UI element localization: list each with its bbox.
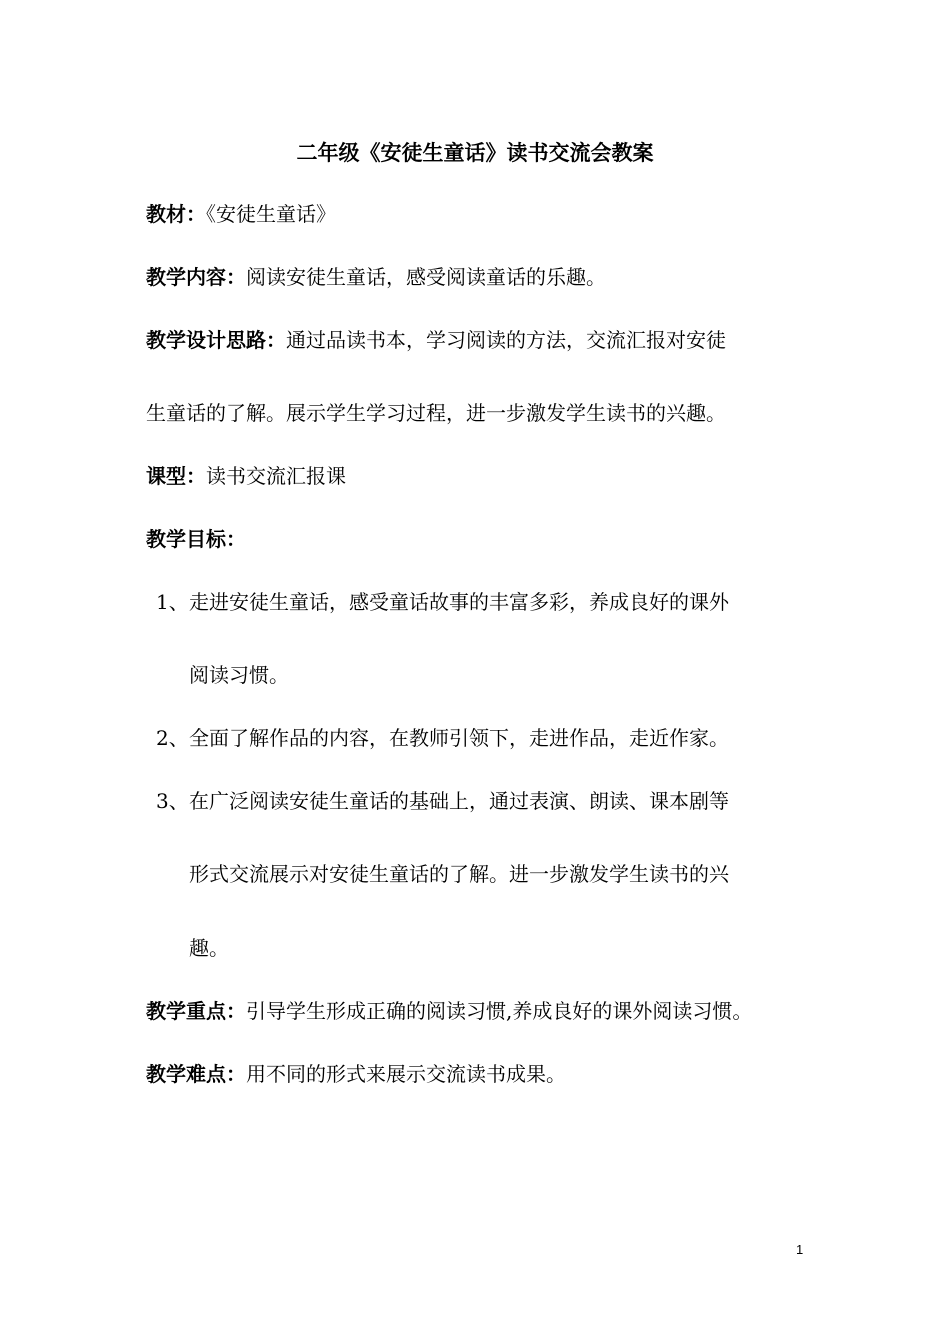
page-number: 1 (796, 1242, 804, 1257)
objective-2-number: 2、 (156, 726, 189, 750)
document-title: 二年级《安徒生童话》读书交流会教案 (296, 140, 654, 165)
objective-3-line-3: 趣。 (189, 936, 229, 960)
objective-1-number: 1、 (156, 590, 189, 614)
difficulties-value: 用不同的形式来展示交流读书成果。 (246, 1062, 566, 1086)
objectives-label: 教学目标： (146, 527, 246, 551)
objective-1-line-2: 阅读习惯。 (189, 663, 289, 687)
lesson-type-line (146, 461, 346, 491)
objectives-heading (146, 524, 246, 554)
key-points-label: 教学重点： (146, 999, 246, 1023)
content-label: 教学内容： (146, 265, 246, 289)
objective-2-line-1: 全面了解作品的内容，在教师引领下，走进作品，走近作家。 (189, 726, 729, 750)
material-line (146, 199, 336, 229)
difficulties-line (146, 1059, 566, 1089)
material-value: 《安徒生童话》 (206, 202, 336, 226)
lesson-type-value: 读书交流汇报课 (206, 464, 346, 488)
objective-3-line-1: 在广泛阅读安徒生童话的基础上，通过表演、朗读、课本剧等 (189, 789, 729, 813)
key-points-line (146, 996, 752, 1026)
lesson-type-label: 课型： (146, 464, 206, 488)
content-value: 阅读安徒生童话，感受阅读童话的乐趣。 (246, 265, 606, 289)
material-label: 教材： (146, 202, 206, 226)
difficulties-label: 教学难点： (146, 1062, 246, 1086)
key-points-value: 引导学生形成正确的阅读习惯,养成良好的课外阅读习惯。 (246, 999, 753, 1023)
design-continuation-line (146, 398, 726, 428)
content-line (146, 262, 606, 292)
objective-3-number: 3、 (156, 789, 189, 813)
design-value-line2: 生童话的了解。展示学生学习过程，进一步激发学生读书的兴趣。 (146, 401, 726, 425)
objective-3-line-2: 形式交流展示对安徒生童话的了解。进一步激发学生读书的兴 (189, 862, 729, 886)
design-value-line1: 通过品读书本，学习阅读的方法，交流汇报对安徒 (286, 328, 726, 352)
design-line (146, 325, 726, 355)
design-label: 教学设计思路： (146, 328, 286, 352)
objective-1-line-1: 走进安徒生童话，感受童话故事的丰富多彩，养成良好的课外 (189, 590, 729, 614)
